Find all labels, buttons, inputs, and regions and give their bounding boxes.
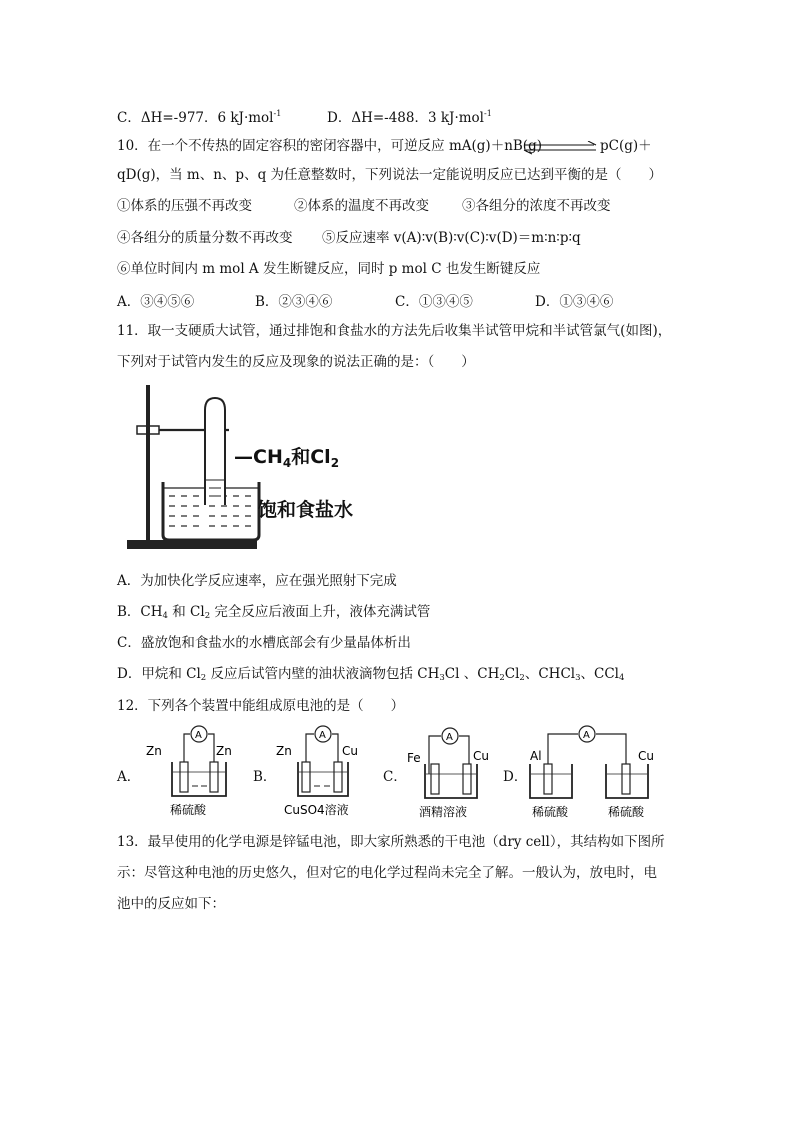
- q10-statement-2: [294, 197, 429, 215]
- q12-letter-d-text: D．: [503, 769, 528, 785]
- q10-statement-1: [117, 197, 252, 215]
- q11-d-sub5: 3: [575, 673, 581, 683]
- q11-option-c: [117, 634, 411, 652]
- q13-line2-text: 示：尽管这种电池的历史悠久，但对它的电化学过程尚未完全了解。一般认为，放电时，电: [117, 865, 657, 881]
- q13-line1-text: 13．最早使用的化学电源是锌锰电池，即大家所熟悉的干电池（dry cell），其结构如下图所: [117, 834, 665, 850]
- cell-b-solution-label: CuSO4溶液: [284, 803, 349, 817]
- cell-c-meter-label: A: [446, 732, 453, 743]
- q11-b-sub2: 2: [204, 611, 211, 621]
- q11-b-mid: 和 Cl: [167, 604, 205, 620]
- q10-option-a: [117, 290, 194, 310]
- q11-d-sub2: 3: [439, 673, 445, 683]
- q10-option-b-text: B．②③④⑥: [255, 294, 333, 310]
- brine-label: [258, 495, 353, 522]
- cell-b-diagram: [272, 722, 372, 822]
- q11-b-sub1: 4: [162, 611, 168, 621]
- q10-line1-tail: [600, 137, 652, 155]
- q10-s1-text: ①体系的压强不再改变: [117, 198, 252, 214]
- q10-line2-text: qD(g)，当 m、n、p、q 为任意整数时，下列说法一定能说明反应已达到平衡的是（ ）: [117, 167, 663, 183]
- q12-letter-c-text: C．: [383, 769, 407, 785]
- q11-d-sub3: 2: [499, 673, 505, 683]
- q11-option-d: [117, 665, 624, 687]
- q10-option-b: [255, 290, 332, 310]
- option-d-text: D．ΔH=-488．3 kJ·mol: [327, 110, 484, 126]
- q11-option-c-text: C．盛放饱和食盐水的水槽底部会有少量晶体析出: [117, 635, 411, 651]
- q11-line2-text: 下列对于试管内发生的反应及现象的说法正确的是：（ ）: [117, 354, 475, 370]
- option-c-sup: -1: [273, 109, 282, 118]
- q11-d-sub1: 2: [200, 673, 207, 683]
- q10-line1-text: 10．在一个不传热的固定容积的密闭容器中，可逆反应 mA(g)＋nB(g): [117, 138, 542, 154]
- q11-d-ccl: 、CCl: [580, 666, 619, 682]
- test-tube: [205, 398, 225, 505]
- q11-option-a: [117, 572, 397, 590]
- cell-d-diagram: [522, 722, 672, 822]
- cell-d-solution-right-label: 稀硫酸: [608, 805, 645, 819]
- q10-option-d-text: D．①③④⑥: [535, 294, 614, 310]
- q11-d-cl: Cl 、CH: [444, 666, 500, 682]
- q10-line1: [117, 137, 542, 155]
- q13-line2: [117, 864, 657, 882]
- q12-letter-a: [117, 765, 140, 785]
- q10-statement-4: [117, 229, 293, 247]
- q11-d-sub4: 2: [519, 673, 525, 683]
- cell-a-solution-label: 稀硫酸: [170, 803, 207, 817]
- q10-option-d: [535, 290, 613, 310]
- option-c-line: [117, 105, 281, 127]
- q10-option-c: [395, 290, 473, 310]
- gas-label: [234, 442, 339, 470]
- q10-s6-text: ⑥单位时间内 m mol A 发生断键反应，同时 p mol C 也发生断键反应: [117, 261, 541, 277]
- q10-option-c-text: C．①③④⑤: [395, 294, 473, 310]
- gas-label-sub1: 4: [282, 456, 292, 470]
- cell-a-meter-label: A: [195, 730, 202, 741]
- cell-d-solution-left-label: 稀硫酸: [532, 805, 569, 819]
- q12-letter-a-text: A．: [117, 769, 141, 785]
- q11-option-a-text: A．为加快化学反应速率，应在强光照射下完成: [117, 573, 397, 589]
- q11-d-sub6: 4: [619, 673, 625, 683]
- q13-line3: [117, 895, 225, 913]
- cell-b-left-electrode-label: Zn: [276, 744, 292, 758]
- cell-b-right-electrode-label: Cu: [342, 744, 358, 758]
- gas-label-ch: —CH: [234, 446, 283, 468]
- q13-line1: [117, 833, 665, 851]
- cell-c-solution-label: 酒精溶液: [419, 805, 468, 819]
- q10-s5-text: ⑤反应速率 v(A)∶v(B)∶v(C)∶v(D)＝m∶n∶p∶q: [322, 230, 581, 246]
- q10-statement-6: [117, 260, 540, 278]
- cell-a-diagram: [140, 722, 240, 822]
- gas-label-cl: 和Cl: [291, 446, 331, 468]
- equilibrium-arrow-icon: [522, 141, 600, 155]
- q11-d-chcl: 、CHCl: [524, 666, 576, 682]
- q10-line1-tail-text: pC(g)＋: [600, 138, 652, 154]
- q10-s3-text: ③各组分的浓度不再改变: [462, 198, 611, 214]
- q13-line3-text: 池中的反应如下：: [117, 896, 225, 912]
- option-d-line: [327, 105, 492, 127]
- q11-line1-text: 11．取一支硬质大试管，通过排饱和食盐水的方法先后收集半试管甲烷和半试管氯气(如图)，: [117, 323, 672, 339]
- gas-label-sub2: 2: [330, 456, 340, 470]
- q11-line2: [117, 353, 475, 371]
- q11-b-pre: B．CH: [117, 604, 163, 620]
- q11-option-b: [117, 603, 430, 625]
- q10-s2-text: ②体系的温度不再改变: [294, 198, 429, 214]
- cell-a-left-electrode-label: Zn: [146, 744, 162, 758]
- cell-b-meter-label: A: [319, 730, 326, 741]
- cell-a-right-electrode-label: Zn: [216, 744, 232, 758]
- q11-d-mid: 反应后试管内壁的油状液滴物包括 CH: [206, 666, 440, 682]
- stand-rod: [146, 385, 150, 543]
- q10-s4-text: ④各组分的质量分数不再改变: [117, 230, 293, 246]
- cell-d-meter-label: A: [583, 730, 590, 741]
- cell-c-left-electrode-label: Fe: [407, 751, 421, 765]
- q11-d-pre: D．甲烷和 Cl: [117, 666, 201, 682]
- q11-line1: [117, 322, 671, 340]
- option-c-text: C．ΔH=-977．6 kJ·mol: [117, 110, 274, 126]
- option-d-sup: -1: [484, 109, 492, 118]
- cell-c-diagram: [403, 722, 503, 822]
- q11-d-cl2: Cl: [504, 666, 520, 682]
- cell-d-right-electrode-label: Cu: [638, 749, 654, 763]
- q12-letter-b-text: B．: [253, 769, 277, 785]
- q10-option-a-text: A．③④⑤⑥: [117, 294, 195, 310]
- q10-statement-5: [322, 229, 581, 247]
- q10-line2: [117, 166, 662, 184]
- q11-b-post: 完全反应后液面上升，液体充满试管: [210, 604, 431, 620]
- cell-c-right-electrode-label: Cu: [473, 749, 489, 763]
- q12-line1-text: 12．下列各个装置中能组成原电池的是（ ）: [117, 698, 405, 714]
- brine-label-text: 饱和食盐水: [258, 499, 354, 521]
- q12-line1: [117, 697, 404, 715]
- q10-statement-3: [462, 197, 611, 215]
- cell-d-left-electrode-label: Al: [530, 749, 542, 763]
